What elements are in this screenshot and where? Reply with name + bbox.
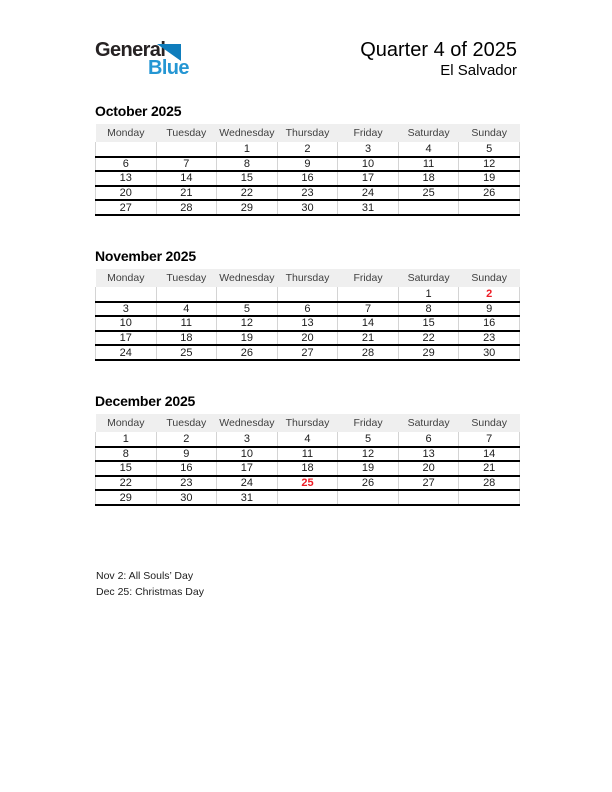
holiday-note: Dec 25: Christmas Day <box>96 586 204 598</box>
empty-day-cell <box>398 490 459 505</box>
months-container <box>95 103 520 538</box>
day-cell: 23 <box>459 331 520 346</box>
day-cell: 27 <box>398 476 459 491</box>
day-cell: 30 <box>459 345 520 360</box>
weekday-header-saturday: Saturday <box>398 269 459 287</box>
day-cell: 9 <box>277 157 338 172</box>
day-cell: 16 <box>156 461 217 476</box>
empty-day-cell <box>398 200 459 215</box>
weekday-header-monday: Monday <box>96 269 157 287</box>
day-cell: 3 <box>96 302 157 317</box>
week-row <box>96 142 520 157</box>
weekday-header-tuesday: Tuesday <box>156 124 217 142</box>
day-cell: 21 <box>338 331 399 346</box>
day-cell: 16 <box>277 171 338 186</box>
day-cell: 19 <box>338 461 399 476</box>
weekday-header-wednesday: Wednesday <box>217 414 278 432</box>
day-cell: 4 <box>398 142 459 157</box>
day-cell: 18 <box>277 461 338 476</box>
page-title: Quarter 4 of 2025 <box>360 39 517 61</box>
weekday-header-sunday: Sunday <box>459 124 520 142</box>
day-cell: 11 <box>277 447 338 462</box>
day-cell: 22 <box>398 331 459 346</box>
week-row <box>96 476 520 491</box>
day-cell: 17 <box>338 171 399 186</box>
day-cell: 28 <box>459 476 520 491</box>
day-cell: 7 <box>338 302 399 317</box>
day-cell: 20 <box>277 331 338 346</box>
week-row <box>96 447 520 462</box>
day-cell: 8 <box>217 157 278 172</box>
weekday-header-friday: Friday <box>338 124 399 142</box>
day-cell: 10 <box>217 447 278 462</box>
weekday-header-sunday: Sunday <box>459 269 520 287</box>
day-cell: 21 <box>459 461 520 476</box>
day-cell: 8 <box>96 447 157 462</box>
day-cell: 7 <box>459 432 520 447</box>
empty-day-cell <box>96 287 157 302</box>
day-cell: 29 <box>398 345 459 360</box>
day-cell: 4 <box>156 302 217 317</box>
day-cell: 1 <box>217 142 278 157</box>
general-blue-logo <box>95 40 205 80</box>
logo-text-blue: Blue <box>148 57 189 79</box>
day-cell: 20 <box>398 461 459 476</box>
day-cell: 1 <box>96 432 157 447</box>
day-cell: 23 <box>156 476 217 491</box>
day-cell: 15 <box>96 461 157 476</box>
month-section-december <box>95 393 520 506</box>
weekday-header-tuesday: Tuesday <box>156 414 217 432</box>
week-row <box>96 432 520 447</box>
weekday-header-thursday: Thursday <box>277 269 338 287</box>
day-cell: 12 <box>459 157 520 172</box>
day-cell: 5 <box>459 142 520 157</box>
week-row <box>96 287 520 302</box>
day-cell: 28 <box>338 345 399 360</box>
day-cell: 10 <box>338 157 399 172</box>
week-row <box>96 157 520 172</box>
weekday-header-row <box>96 414 520 432</box>
day-cell: 20 <box>96 186 157 201</box>
day-cell: 25 <box>398 186 459 201</box>
weekday-header-saturday: Saturday <box>398 124 459 142</box>
day-cell: 23 <box>277 186 338 201</box>
day-cell: 4 <box>277 432 338 447</box>
month-title: November 2025 <box>95 247 196 264</box>
week-row <box>96 461 520 476</box>
day-cell: 15 <box>398 316 459 331</box>
day-cell: 19 <box>217 331 278 346</box>
holiday-day-cell: 25 <box>277 476 338 491</box>
day-cell: 30 <box>156 490 217 505</box>
calendar-table <box>95 124 520 216</box>
day-cell: 12 <box>217 316 278 331</box>
day-cell: 2 <box>156 432 217 447</box>
holiday-note: Nov 2: All Souls’ Day <box>96 570 194 582</box>
holiday-notes <box>96 568 204 600</box>
calendar-table <box>95 414 520 506</box>
empty-day-cell <box>459 490 520 505</box>
day-cell: 18 <box>156 331 217 346</box>
day-cell: 5 <box>217 302 278 317</box>
day-cell: 15 <box>217 171 278 186</box>
day-cell: 31 <box>217 490 278 505</box>
day-cell: 24 <box>96 345 157 360</box>
day-cell: 2 <box>277 142 338 157</box>
holiday-day-cell: 2 <box>459 287 520 302</box>
empty-day-cell <box>338 490 399 505</box>
weekday-header-row <box>96 124 520 142</box>
week-row <box>96 331 520 346</box>
week-row <box>96 171 520 186</box>
day-cell: 17 <box>96 331 157 346</box>
week-row <box>96 186 520 201</box>
empty-day-cell <box>459 200 520 215</box>
empty-day-cell <box>156 142 217 157</box>
weekday-header-wednesday: Wednesday <box>217 124 278 142</box>
weekday-header-friday: Friday <box>338 269 399 287</box>
empty-day-cell <box>277 490 338 505</box>
day-cell: 29 <box>96 490 157 505</box>
day-cell: 14 <box>459 447 520 462</box>
day-cell: 22 <box>96 476 157 491</box>
month-title: October 2025 <box>95 103 182 119</box>
weekday-header-thursday: Thursday <box>277 414 338 432</box>
day-cell: 1 <box>398 287 459 302</box>
day-cell: 11 <box>398 157 459 172</box>
empty-day-cell <box>277 287 338 302</box>
week-row <box>96 302 520 317</box>
empty-day-cell <box>217 287 278 302</box>
weekday-header-monday: Monday <box>96 124 157 142</box>
day-cell: 27 <box>277 345 338 360</box>
weekday-header-wednesday: Wednesday <box>217 269 278 287</box>
weekday-header-thursday: Thursday <box>277 124 338 142</box>
day-cell: 24 <box>217 476 278 491</box>
day-cell: 3 <box>217 432 278 447</box>
day-cell: 14 <box>338 316 399 331</box>
day-cell: 30 <box>277 200 338 215</box>
day-cell: 9 <box>156 447 217 462</box>
empty-day-cell <box>156 287 217 302</box>
day-cell: 24 <box>338 186 399 201</box>
day-cell: 11 <box>156 316 217 331</box>
week-row <box>96 345 520 360</box>
day-cell: 6 <box>277 302 338 317</box>
day-cell: 6 <box>398 432 459 447</box>
logo-text-general: General <box>95 39 166 61</box>
header-title-block <box>360 38 517 79</box>
day-cell: 6 <box>96 157 157 172</box>
weekday-header-monday: Monday <box>96 414 157 432</box>
day-cell: 26 <box>338 476 399 491</box>
day-cell: 26 <box>459 186 520 201</box>
month-section-november <box>95 248 520 361</box>
weekday-header-saturday: Saturday <box>398 414 459 432</box>
day-cell: 27 <box>96 200 157 215</box>
day-cell: 3 <box>338 142 399 157</box>
empty-day-cell <box>96 142 157 157</box>
day-cell: 19 <box>459 171 520 186</box>
calendar-table <box>95 269 520 361</box>
day-cell: 28 <box>156 200 217 215</box>
day-cell: 10 <box>96 316 157 331</box>
empty-day-cell <box>338 287 399 302</box>
weekday-header-friday: Friday <box>338 414 399 432</box>
weekday-header-tuesday: Tuesday <box>156 269 217 287</box>
day-cell: 22 <box>217 186 278 201</box>
day-cell: 25 <box>156 345 217 360</box>
day-cell: 7 <box>156 157 217 172</box>
day-cell: 12 <box>338 447 399 462</box>
week-row <box>96 200 520 215</box>
day-cell: 31 <box>338 200 399 215</box>
day-cell: 21 <box>156 186 217 201</box>
day-cell: 13 <box>277 316 338 331</box>
day-cell: 26 <box>217 345 278 360</box>
week-row <box>96 490 520 505</box>
day-cell: 16 <box>459 316 520 331</box>
day-cell: 9 <box>459 302 520 317</box>
day-cell: 13 <box>398 447 459 462</box>
week-row <box>96 316 520 331</box>
day-cell: 13 <box>96 171 157 186</box>
day-cell: 14 <box>156 171 217 186</box>
month-section-october <box>95 103 520 216</box>
day-cell: 5 <box>338 432 399 447</box>
day-cell: 18 <box>398 171 459 186</box>
page-subtitle: El Salvador <box>440 62 517 79</box>
day-cell: 29 <box>217 200 278 215</box>
weekday-header-sunday: Sunday <box>459 414 520 432</box>
weekday-header-row <box>96 269 520 287</box>
month-title: December 2025 <box>95 392 196 409</box>
day-cell: 8 <box>398 302 459 317</box>
day-cell: 17 <box>217 461 278 476</box>
